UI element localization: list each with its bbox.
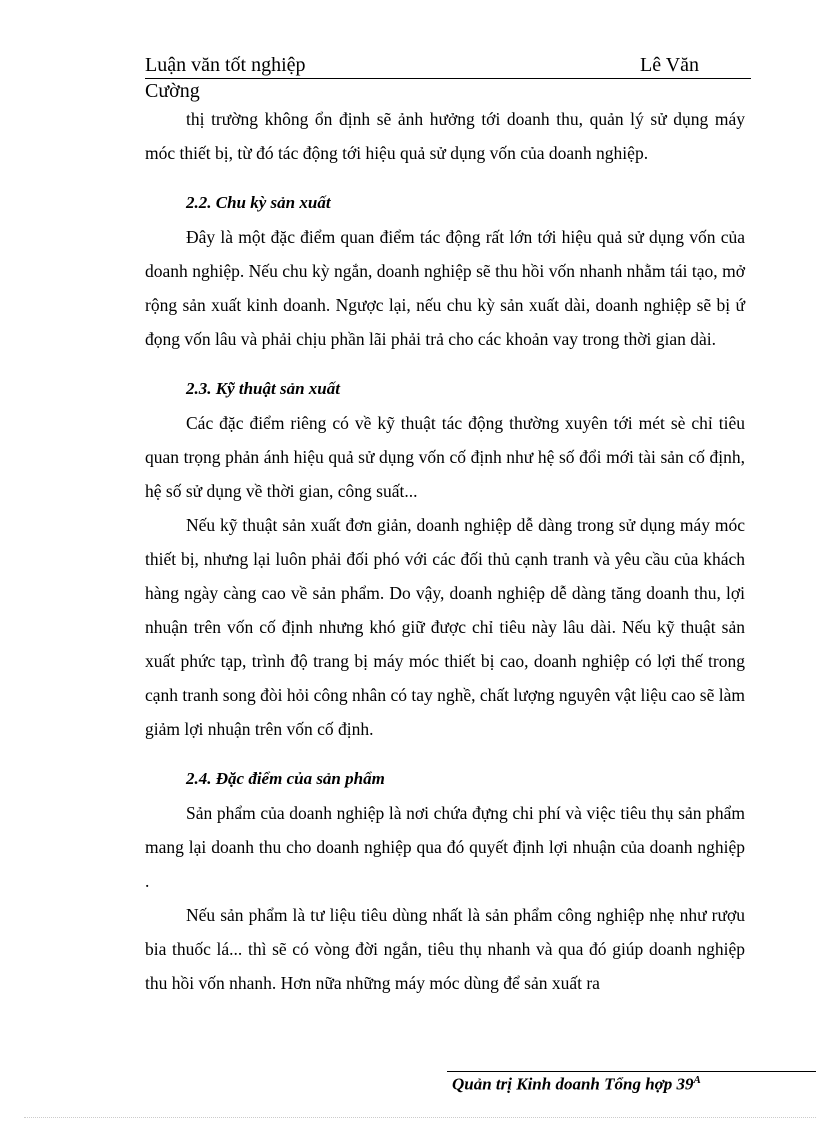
header-rule — [145, 78, 751, 79]
document-body — [145, 102, 745, 1000]
footer-text: Quản trị Kinh doanh Tổng hợp 39 — [452, 1074, 694, 1094]
section-heading-2-3: 2.3. Kỹ thuật sản xuất — [186, 379, 340, 398]
section-heading-2-2: 2.2. Chu kỳ sản xuất — [186, 193, 331, 212]
paragraph-production-cycle: Đây là một đặc điểm quan điểm tác động rất lớn tới hiệu quả sử dụng vốn của doanh nghiệp. Nếu chu kỳ ngắn, doanh nghiệp sẽ thu hồi vốn nhanh nhằm tái tạo, mở rộng sản xuất kinh doanh. Ngược lại, nếu chu kỳ sản xuất dài, doanh nghiệp sẽ bị ứ đọng vốn lâu và phải chịu phần lãi phải trả cho các khoản vay trong thời gian dài. — [145, 227, 745, 349]
header-title: Luận văn tốt nghiệp — [145, 54, 306, 76]
footer-rule — [447, 1071, 816, 1072]
header-author-continued: Cường — [145, 80, 200, 102]
page-footer — [452, 1074, 701, 1095]
footer-superscript: A — [693, 1074, 701, 1086]
header-author: Lê Văn — [640, 54, 700, 76]
paragraph-technique-1: Các đặc điểm riêng có về kỹ thuật tác động thường xuyên tới mét sè chỉ tiêu quan trọng phản ánh hiệu quả sử dụng vốn cố định như hệ số đổi mới tài sản cố định, hệ số sử dụng về thời gian, công suất... — [145, 413, 745, 501]
page-header — [145, 54, 751, 80]
paragraph-technique-2: Nếu kỹ thuật sản xuất đơn giản, doanh nghiệp dễ dàng trong sử dụng máy móc thiết bị, nhưng lại luôn phải đối phó với các đối thủ cạnh tranh và yêu cầu của khách hàng ngày càng cao về sản phẩm. Do vậy, doanh nghiệp dễ dàng tăng doanh thu, lợi nhuận trên vốn cố định nhưng khó giữ được chỉ tiêu này lâu dài. Nếu kỹ thuật sản xuất phức tạp, trình độ trang bị máy móc thiết bị cao, doanh nghiệp có lợi thế trong cạnh tranh song đòi hỏi công nhân có tay nghề, chất lượng nguyên vật liệu cao sẽ làm giảm lợi nhuận trên vốn cố định. — [145, 515, 745, 739]
section-heading-2-4: 2.4. Đặc điểm của sản phẩm — [186, 769, 385, 788]
paragraph-product-2: Nếu sản phẩm là tư liệu tiêu dùng nhất là sản phẩm công nghiệp nhẹ như rượu bia thuốc lá... thì sẽ có vòng đời ngắn, tiêu thụ nhanh và qua đó giúp doanh nghiệp thu hồi vốn nhanh. Hơn nữa những máy móc dùng để sản xuất ra — [145, 905, 745, 993]
page-bottom-border — [24, 1117, 816, 1118]
paragraph-intro: thị trường không ổn định sẽ ảnh hưởng tới doanh thu, quản lý sử dụng máy móc thiết bị, từ đó tác động tới hiệu quả sử dụng vốn của doanh nghiệp. — [145, 109, 745, 163]
paragraph-product-1: Sản phẩm của doanh nghiệp là nơi chứa đựng chi phí và việc tiêu thụ sản phẩm mang lại doanh thu cho doanh nghiệp qua đó quyết định lợi nhuận của doanh nghiệp . — [145, 803, 745, 891]
